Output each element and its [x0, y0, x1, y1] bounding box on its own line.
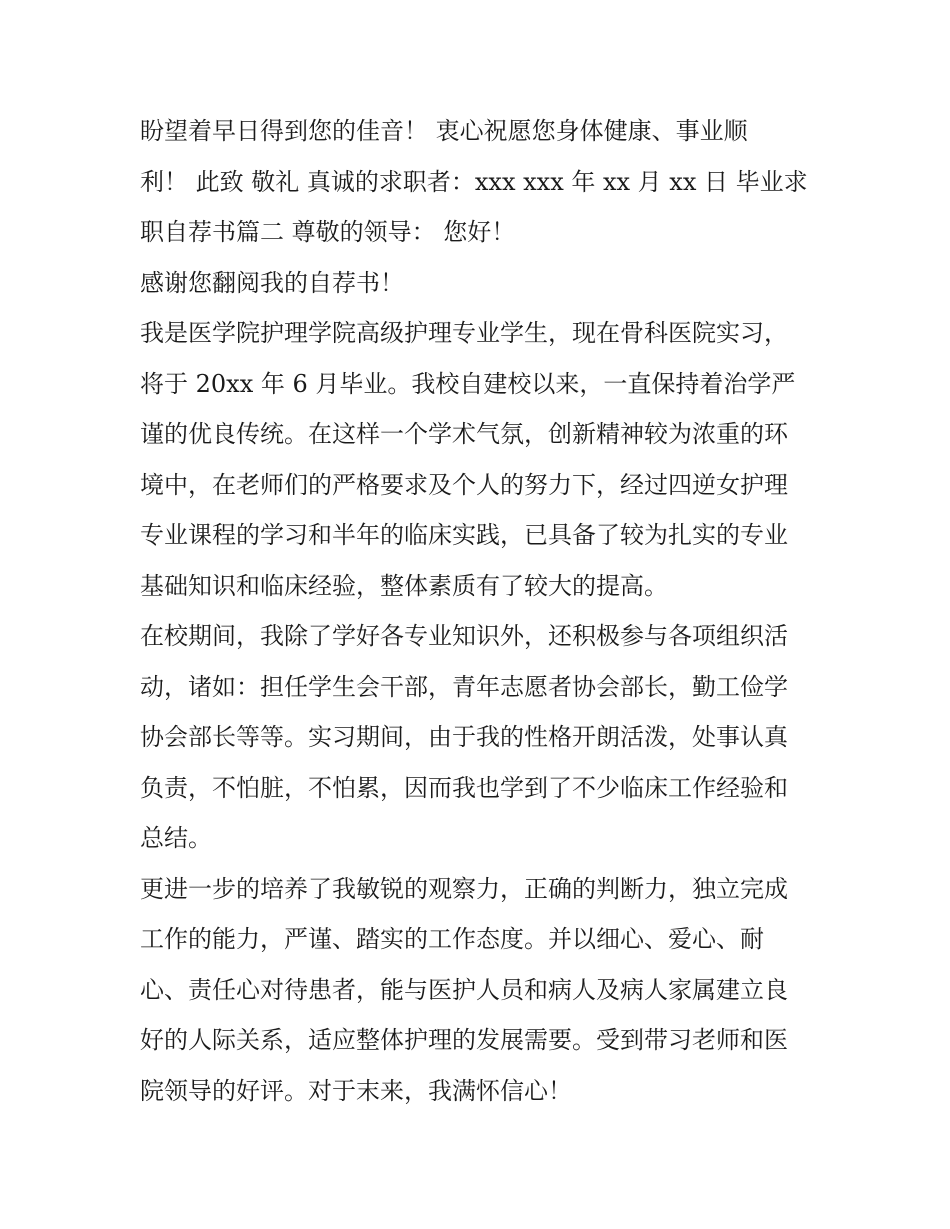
paragraph-school-activities	[140, 611, 820, 864]
text-line: 动，诸如：担任学生会干部，青年志愿者协会部长，勤工俭学	[140, 672, 788, 701]
text-line: 工作的能力，严谨、踏实的工作态度。并以细心、爱心、耐	[140, 925, 764, 953]
text-line: 基础知识和临床经验，整体素质有了较大的提高。	[140, 571, 668, 600]
paragraph-thanks	[140, 258, 820, 309]
text-line: 专业课程的学习和半年的临床实践，已具备了较为扎实的专业	[140, 521, 788, 549]
paragraph-closing	[140, 106, 820, 258]
text-line: 负责，不怕脏，不怕累，因而我也学到了不少临床工作经验和	[140, 773, 788, 802]
text-line: 院领导的好评。对于末来，我满怀信心！	[140, 1076, 572, 1105]
text-line: 将于 20xx 年 6 月毕业。我校自建校以来，一直保持着治学严	[140, 369, 796, 398]
text-line: 我是医学院护理学院高级护理专业学生，现在骨科医院实习，	[140, 319, 788, 347]
text-line: 总结。	[140, 824, 212, 852]
text-line: 职自荐书篇二 尊敬的领导： 您好！	[140, 218, 516, 246]
text-line: 在校期间，我除了学好各专业知识外，还积极参与各项组织活	[140, 622, 788, 650]
text-line: 心、责任心对待患者，能与医护人员和病人及病人家属建立良	[140, 975, 788, 1004]
text-line: 盼望着早日得到您的佳音！ 衷心祝愿您身体健康、事业顺	[140, 117, 748, 145]
text-line: 协会部长等等。实习期间，由于我的性格开朗活泼，处事认真	[140, 723, 788, 751]
text-line: 利！ 此致 敬礼 真诚的求职者：xxx xxx 年 xx 月 xx 日 毕业求	[140, 167, 808, 196]
text-line: 谨的优良传统。在这样一个学术气氛，创新精神较为浓重的环	[140, 420, 788, 448]
text-line: 好的人际关系，适应整体护理的发展需要。受到带习老师和医	[140, 1026, 788, 1054]
text-line: 境中，在老师们的严格要求及个人的努力下，经过四逆女护理	[140, 470, 788, 499]
paragraph-introduction	[140, 308, 820, 611]
document-body	[140, 106, 820, 1116]
paragraph-abilities	[140, 864, 820, 1117]
text-line: 感谢您翻阅我的自荐书！	[140, 268, 404, 297]
text-line: 更进一步的培养了我敏锐的观察力，正确的判断力，独立完成	[140, 874, 788, 903]
